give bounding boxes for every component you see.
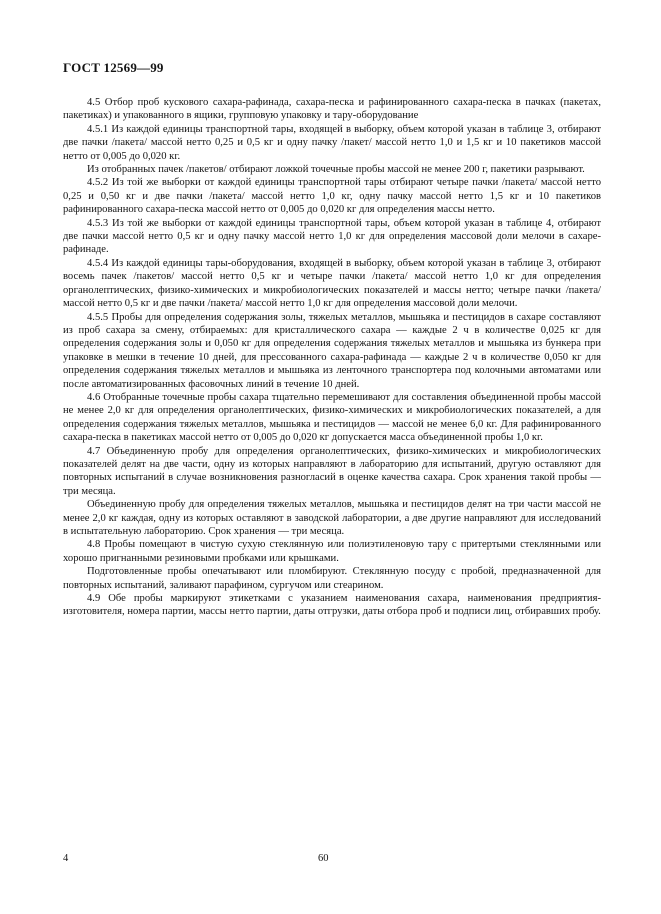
page-number-center: 60 <box>318 853 329 864</box>
paragraph-4-5-2: 4.5.2 Из той же выборки от каждой единицы транспортной тары отбирают четыре пачки /пакета/ массой нетто 0,25 и 0,50 кг и две пачки /пакета/ массой нетто 1,0 кг, одну пачку массой нетто 1,5 кг и 10 пакетиков рафинированного сахара-песка массой нетто от 0,005 до 0,020 кг для определения массы нетто. <box>63 177 601 216</box>
document-body <box>63 96 601 619</box>
paragraph-4-5-4: 4.5.4 Из каждой единицы тары-оборудования, входящей в выборку, объем которой указан в таблице 3, отбирают восемь пачек /пакетов/ массой нетто 0,5 кг и четыре пачки /пакета/ массой нетто 1,0 кг для определения органолептических, физико-химических и микробиологических показателей и массы нетто; четыре пачки /пакета/ массой нетто 0,5 кг и две пачки /пакета/ массой нетто 1,0 кг для определения массовой доли мелочи. <box>63 257 601 310</box>
paragraph-4-6: 4.6 Отобранные точечные пробы сахара тщательно перемешивают для составления объединенной пробы массой не менее 2,0 кг для определения органолептических, физико-химических и микробиологических показателей, а для определения содержания тяжелых металлов, мышьяка и пестицидов — массой не менее 6,0 кг. Для рафинированного сахара-песка в пакетиках массой нетто от 0,005 до 0,020 кг допускается масса объединенной пробы 1,0 кг. <box>63 391 601 444</box>
paragraph-4-5: 4.5 Отбор проб кускового сахара-рафинада, сахара-песка и рафинированного сахара-песка в пачках (пакетах, пакетиках) и упакованного в ящики, групповую упаковку и тару-оборудование <box>63 97 601 122</box>
paragraph-4-9: 4.9 Обе пробы маркируют этикетками с указанием наименования сахара, наименования предприятия-изготовителя, номера партии, массы нетто партии, даты отгрузки, даты отбора проб и подписи лиц, отбиравших пробу. <box>63 593 601 618</box>
paragraph-4-8-cont: Подготовленные пробы опечатывают или пломбируют. Стеклянную посуду с пробой, предназначенной для повторных испытаний, заливают парафином, сургучом или стеарином. <box>63 566 601 591</box>
page-header-standard-id: ГОСТ 12569—99 <box>63 60 164 75</box>
paragraph-4-5-5: 4.5.5 Пробы для определения содержания золы, тяжелых металлов, мышьяка и пестицидов в сахаре составляют из проб сахара за смену, отбираемых: для кристаллического сахара — каждые 2 ч в количестве 0,025 кг для определения содержания золы и 0,050 кг для определения содержания тяжелых металлов и мышьяка из бункера при упаковке в мешки в течение 10 дней, для прессованного сахара-рафинада — каждые 2 ч в количестве 0,050 кг для определения содержания тяжелых металлов и мышьяка из ленточного транспортера под колочными автоматами или после автоматизированных фасовочных линий в течение 10 дней. <box>63 311 601 390</box>
paragraph-4-5-3: 4.5.3 Из той же выборки от каждой единицы транспортной тары, объем которой указан в таблице 4, отбирают две пачки массой нетто 0,5 кг и одну пачку массой нетто 1,0 кг для определения массовой доли мелочи в сахаре-рафинаде. <box>63 217 601 256</box>
paragraph-4-7: 4.7 Объединенную пробу для определения органолептических, физико-химических и микробиологических показателей делят на две части, одну из которых направляют в лабораторию для испытаний, другую оставляют для повторных испытаний в случае возникновения разногласий в оценке качества сахара. Срок хранения такой пробы — три месяца. <box>63 445 601 497</box>
paragraph-4-5-1: 4.5.1 Из каждой единицы транспортной тары, входящей в выборку, объем которой указан в таблице 3, отбирают две пачки /пакета/ массой нетто 0,25 и 0,5 кг и одну пачку /пакет/ массой нетто 1,0 и 1,5 кг и 10 пакетиков массой нетто от 0,005 до 0,020 кг. <box>63 123 601 162</box>
paragraph-4-7-cont: Объединенную пробу для определения тяжелых металлов, мышьяка и пестицидов делят на три части массой не менее 2,0 кг каждая, одну из которых оставляют в заводской лаборатории, а две другие направляют для исследований в испытательную лабораторию. Срок хранения — три месяца. <box>63 499 601 537</box>
page-number-left: 4 <box>63 853 69 864</box>
paragraph-4-8: 4.8 Пробы помещают в чистую сухую стеклянную или полиэтиленовую тару с притертыми стеклянными или хорошо пригнанными резиновыми пробками или крышками. <box>63 539 601 564</box>
paragraph-4-5-1-cont: Из отобранных пачек /пакетов/ отбирают ложкой точечные пробы массой не менее 200 г, пакетики разрывают. <box>87 164 585 176</box>
